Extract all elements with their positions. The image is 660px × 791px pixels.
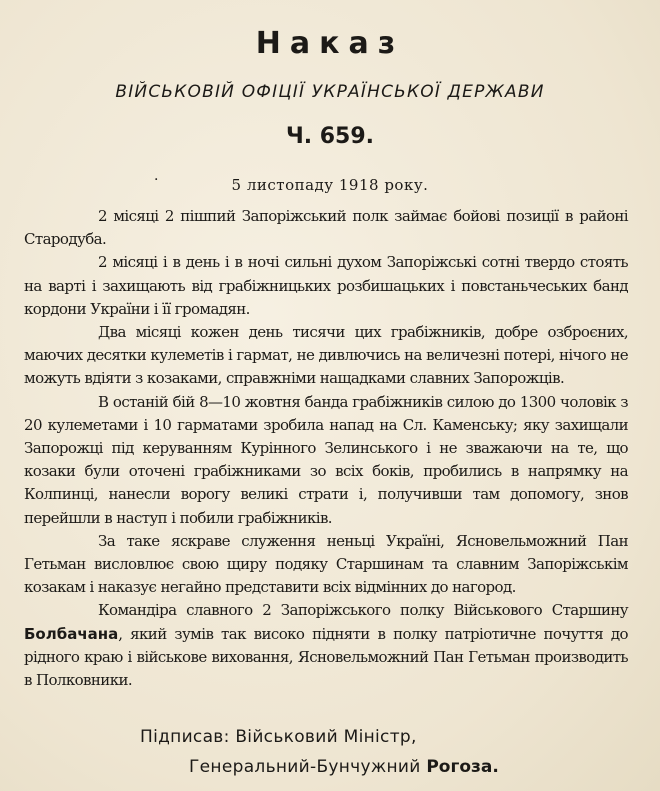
order-subtitle: ВІЙСЬКОВІЙ ОФІЦІЇ УКРАЇНСЬКОЇ ДЕРЖАВИ — [115, 82, 545, 102]
ink-dot-mark: · — [154, 172, 159, 188]
signatory-rank: Генеральний-Бунчужний — [189, 757, 421, 777]
order-number: Ч. 659. — [285, 124, 375, 149]
paragraph-3: Два місяці кожен день тисячи цих грабіжників, добре озброєних, маючих десятки кулеметів і гармат, не дивлючись на величезні потері, нічого не можуть вдіяти з козаками, справжніми нащадками славних Запорожців. — [24, 323, 628, 388]
signatory-name: Рогоза. — [426, 757, 499, 777]
order-title: Наказ — [255, 26, 405, 61]
signature-line-1: Підписав: Військовий Міністр, — [140, 727, 417, 747]
paragraph-5: За таке яскраве служення неньці Україні, Ясновельможний Пан Гетьман висловлює свою щиру подяку Старшинам та славним Запоріжськім козакам і наказує негайно представити всіх відмінних до нагород. — [24, 531, 628, 597]
commander-name: Болбачана — [24, 624, 119, 643]
order-body — [24, 205, 628, 692]
paragraph-2: 2 місяці і в день і в ночі сильні духом Запоріжські сотні твердо стоять на варті і захищають від грабіжницьких розбишацьких і повстаньчеських банд кордони України і її громадян. — [24, 253, 628, 318]
order-date: 5 листопаду 1918 року. — [231, 176, 429, 194]
paragraph-4: В останій бій 8—10 жовтня банда грабіжників силою до 1300 чоловік з 20 кулеметами і 10 гарматами зробила напад на Сл. Каменську; яку захищали Запорожці під керуванням Курінного Зелинського і не зважаючи на те, що козаки були оточені грабіжниками зо всіх боків, пробились в напрямку на Колпинці, нанесли ворогу великі страти і, получивши там допомогу, знов перейшли в наступ і побили грабіжників. — [24, 392, 628, 527]
signature-line-2 — [189, 752, 499, 782]
signature-block — [140, 722, 499, 782]
paragraph-6 — [24, 599, 628, 692]
paragraph-6-end: , який зумів так високо підняти в полку патріотичне почуття до рідного краю і військове виховання, Ясновельможний Пан Гетьман производить в Полковники. — [24, 624, 628, 690]
paragraph-1: 2 місяці 2 пішпий Запоріжський полк займає бойові позиції в районі Стародуба. — [24, 207, 628, 249]
paragraph-6-start: Командіра славного 2 Запоріжського полку Військового Старшину — [98, 601, 628, 620]
